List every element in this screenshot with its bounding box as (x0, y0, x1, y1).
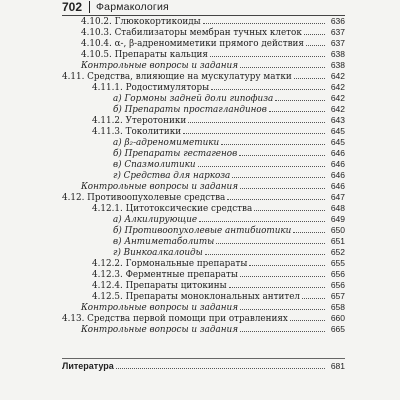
leader-dots (188, 115, 325, 123)
leader-dots (183, 126, 325, 134)
leader-dots (290, 313, 325, 321)
leader-dots (240, 324, 325, 332)
leader-dots (216, 236, 325, 244)
toc-entry[interactable] (92, 126, 345, 137)
leader-dots (229, 280, 325, 288)
leader-dots (240, 302, 325, 310)
leader-dots (205, 247, 325, 255)
toc-entry-page: 642 (330, 82, 345, 92)
toc-entry-title: в) Спазмолитики (113, 160, 196, 170)
leader-dots (227, 192, 325, 200)
toc-entry[interactable] (113, 214, 345, 225)
toc-entry[interactable] (62, 313, 345, 324)
leader-dots (249, 258, 325, 266)
leader-dots (210, 49, 325, 57)
toc-entry-page: 637 (330, 38, 345, 48)
toc-entry[interactable] (62, 192, 345, 203)
leader-dots (240, 60, 325, 68)
toc-entry-title: Контрольные вопросы и задания (81, 303, 239, 313)
toc-entry-page: 637 (330, 27, 345, 37)
toc-entry-page: 643 (330, 115, 345, 125)
toc-entry-title: г) Средства для наркоза (113, 171, 231, 181)
leader-dots (116, 361, 325, 369)
toc-entry-page: 681 (330, 361, 345, 371)
toc-entry-page: 638 (330, 60, 345, 70)
leader-dots (294, 71, 325, 79)
toc-entry[interactable] (92, 258, 345, 269)
toc-entry[interactable] (113, 225, 345, 236)
toc-entry-page: 655 (330, 258, 345, 268)
header-separator (89, 1, 90, 13)
toc-entry-page: 648 (330, 203, 345, 213)
toc-entry-title: 4.11.2. Утеротоники (92, 116, 187, 126)
page-number: 702 (62, 0, 83, 14)
toc-entry-title: 4.11.1. Родостимуляторы (92, 83, 210, 93)
toc-entry-title: 4.10.2. Глюкокортикоиды (81, 17, 201, 27)
leader-dots (240, 269, 325, 277)
toc-entry[interactable] (81, 181, 345, 192)
toc-entry[interactable] (113, 93, 345, 104)
toc-entry-title: Литература (62, 361, 114, 371)
toc-entry[interactable] (113, 148, 345, 159)
toc-entry[interactable] (81, 38, 345, 49)
toc-entry-page: 645 (330, 137, 345, 147)
toc-entry-title: а) Алкилирующие (113, 215, 198, 225)
toc-entry-page: 646 (330, 148, 345, 158)
toc-entry[interactable] (113, 137, 345, 148)
toc-entry-title: 4.11.3. Токолитики (92, 127, 182, 137)
toc-entry-page: 660 (330, 313, 345, 323)
toc-entry-page: 657 (330, 291, 345, 301)
toc-entry-title: 4.12.5. Препараты моноклональных антител (92, 292, 301, 302)
toc-entry-title: 4.12.4. Препараты цитокины (92, 281, 227, 291)
toc-entry-title: 4.12.3. Ферментные препараты (92, 270, 238, 280)
toc-entry-title: 4.10.4. α-, β-адреномиметики прямого действия (81, 39, 304, 49)
toc-entry-title: 4.12.1. Цитотоксические средства (92, 204, 253, 214)
leader-dots (203, 16, 325, 24)
toc-entry-page: 665 (330, 324, 345, 334)
toc-entry[interactable] (62, 71, 345, 82)
leader-dots (304, 27, 325, 35)
toc-entry-page: 650 (330, 225, 345, 235)
toc-entry-page: 656 (330, 280, 345, 290)
toc-entry[interactable] (92, 115, 345, 126)
leader-dots (239, 148, 325, 156)
toc-entry[interactable] (92, 280, 345, 291)
toc-entry-page: 642 (330, 93, 345, 103)
leader-dots (306, 38, 325, 46)
toc-entry-title: 4.13. Средства первой помощи при отравлениях (62, 314, 288, 324)
toc-entry-page: 638 (330, 49, 345, 59)
toc-entry[interactable] (113, 159, 345, 170)
running-title: Фармакология (96, 1, 169, 13)
toc-entry-title: в) Антиметаболиты (113, 237, 215, 247)
toc-entry-title: г) Винкоалкалоиды (113, 248, 203, 258)
toc-entry-title: Контрольные вопросы и задания (81, 325, 239, 335)
toc-entry-page: 646 (330, 170, 345, 180)
running-header (0, 0, 400, 14)
toc-entry-title: Контрольные вопросы и задания (81, 182, 239, 192)
toc-entry[interactable] (81, 60, 345, 71)
toc-entry-page: 651 (330, 236, 345, 246)
toc-entry[interactable] (92, 269, 345, 280)
toc-entry[interactable] (81, 16, 345, 27)
toc-entry-title: 4.10.5. Препараты кальция (81, 50, 208, 60)
toc-entry-title: б) Противоопухолевые антибиотики (113, 226, 292, 236)
leader-dots (198, 159, 325, 167)
section-divider (62, 358, 345, 359)
toc-entry-page: 636 (330, 16, 345, 26)
toc-entry-title: 4.12.2. Гормональные препараты (92, 259, 248, 269)
toc-entry[interactable] (92, 203, 345, 214)
toc-entry[interactable] (113, 170, 345, 181)
leader-dots (293, 225, 325, 233)
leader-dots (199, 214, 325, 222)
toc-entry-page: 649 (330, 214, 345, 224)
toc-entry-page: 642 (330, 71, 345, 81)
toc-entry-page: 646 (330, 159, 345, 169)
toc-entry[interactable] (92, 82, 345, 93)
toc-entry[interactable] (92, 291, 345, 302)
leader-dots (211, 82, 325, 90)
toc-entry-title: б) Препараты простагландинов (113, 105, 267, 115)
toc-entry-page: 645 (330, 126, 345, 136)
toc-entry-title: а) β₂-адреномиметики (113, 138, 220, 148)
leader-dots (275, 93, 325, 101)
toc-entry-page: 656 (330, 269, 345, 279)
toc-entry[interactable] (113, 104, 345, 115)
toc-entry-page: 652 (330, 247, 345, 257)
toc-entry-title: 4.11. Средства, влияющие на мускулатуру матки (62, 72, 292, 82)
toc-entry-page: 642 (330, 104, 345, 114)
toc-entry-page: 647 (330, 192, 345, 202)
toc-entry[interactable] (81, 324, 345, 335)
toc-entry-literature[interactable] (62, 361, 345, 372)
leader-dots (269, 104, 325, 112)
toc-entry[interactable] (81, 49, 345, 60)
toc-entry[interactable] (81, 27, 345, 38)
leader-dots (232, 170, 325, 178)
leader-dots (240, 181, 325, 189)
toc-entry-page: 658 (330, 302, 345, 312)
toc-entry-page: 646 (330, 181, 345, 191)
toc-entry[interactable] (81, 302, 345, 313)
toc-entry-title: 4.10.3. Стабилизаторы мембран тучных клеток (81, 28, 302, 38)
leader-dots (221, 137, 325, 145)
toc-entry-title: б) Препараты гестагенов (113, 149, 238, 159)
toc-entry-title: а) Гормоны задней доли гипофиза (113, 94, 274, 104)
toc-entry-title: Контрольные вопросы и задания (81, 61, 239, 71)
toc-entry-title: 4.12. Противоопухолевые средства (62, 193, 226, 203)
toc-entry[interactable] (113, 236, 345, 247)
leader-dots (254, 203, 325, 211)
leader-dots (302, 291, 325, 299)
toc-entry[interactable] (113, 247, 345, 258)
